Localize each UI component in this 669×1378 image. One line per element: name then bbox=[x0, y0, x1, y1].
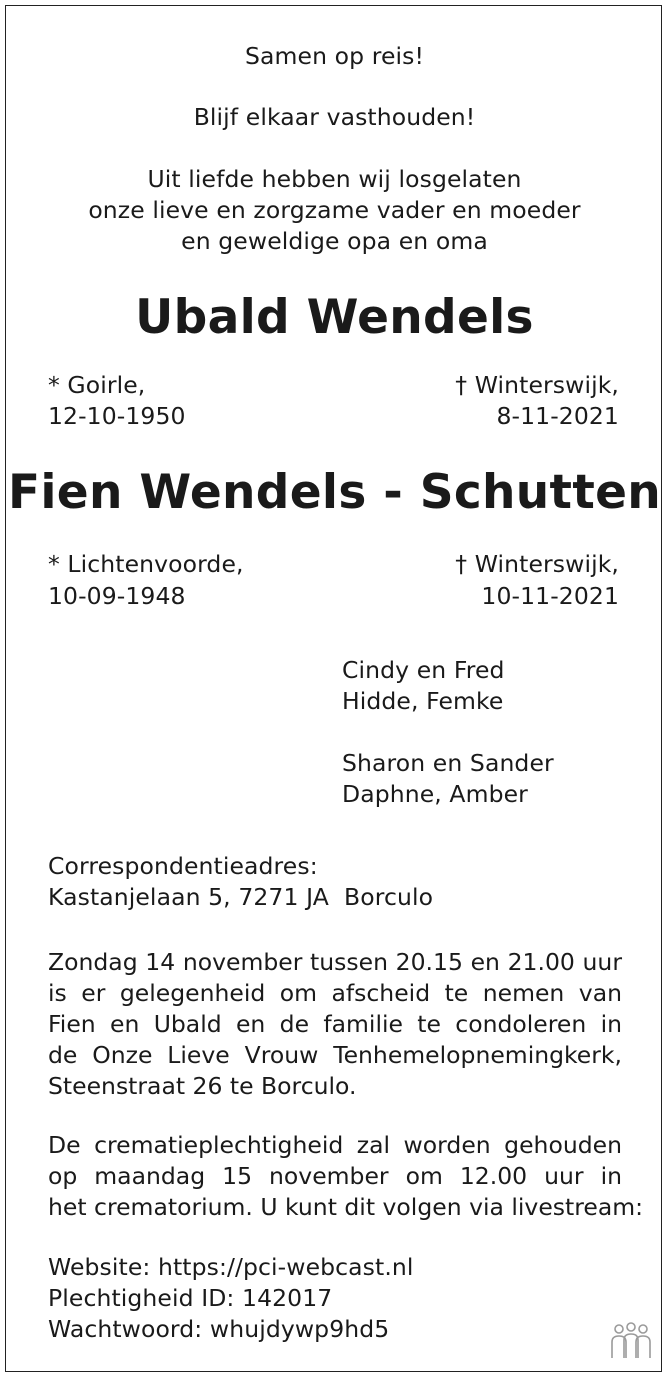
opening-line-4: onze lieve en zorgzame vader en moeder bbox=[88, 196, 581, 224]
condolence-line-1: Zondag 14 november tussen 20.15 en 21.00 uur bbox=[48, 948, 622, 976]
condolence-line-3: Fien en Ubald en de familie te condoleren in bbox=[48, 1010, 622, 1038]
family-group2-line1: Sharon en Sander bbox=[342, 749, 554, 777]
opening-line-2: Blijf elkaar vasthouden! bbox=[193, 103, 476, 131]
person1-death-place: † Winterswijk, bbox=[455, 371, 619, 399]
correspondence-label: Correspondentieadres: bbox=[48, 852, 318, 880]
correspondence-address: Kastanjelaan 5, 7271 JA Borculo bbox=[48, 883, 434, 911]
person1-death-date: 8-11-2021 bbox=[496, 402, 619, 430]
opening-line-1: Samen op reis! bbox=[245, 42, 424, 70]
person1-birth-place: * Goirle, bbox=[48, 371, 146, 399]
livestream-password: Wachtwoord: whujdywp9hd5 bbox=[48, 1315, 390, 1343]
family-group1-line1: Cindy en Fred bbox=[342, 656, 505, 684]
people-group-icon bbox=[608, 1322, 654, 1362]
livestream-website: Website: https://pci-webcast.nl bbox=[48, 1253, 414, 1281]
livestream-ceremony-id: Plechtigheid ID: 142017 bbox=[48, 1284, 333, 1312]
family-group2-line2: Daphne, Amber bbox=[342, 780, 528, 808]
cremation-line-3: het crematorium. U kunt dit volgen via livestream: bbox=[48, 1193, 644, 1221]
opening-line-3: Uit liefde hebben wij losgelaten bbox=[147, 165, 522, 193]
family-group1-line2: Hidde, Femke bbox=[342, 687, 504, 715]
condolence-line-4: de Onze Lieve Vrouw Tenhemelopnemingkerk, bbox=[48, 1041, 622, 1069]
person2-birth-date: 10-09-1948 bbox=[48, 582, 186, 610]
opening-line-5: en geweldige opa en oma bbox=[181, 227, 488, 255]
person1-birth-date: 12-10-1950 bbox=[48, 402, 186, 430]
person2-death-date: 10-11-2021 bbox=[481, 582, 619, 610]
cremation-line-1: De crematieplechtigheid zal worden gehouden bbox=[48, 1131, 622, 1159]
cremation-line-2: op maandag 15 november om 12.00 uur in bbox=[48, 1162, 622, 1190]
person2-death-place: † Winterswijk, bbox=[455, 550, 619, 578]
person1-name: Ubald Wendels bbox=[135, 290, 534, 345]
condolence-line-5: Steenstraat 26 te Borculo. bbox=[48, 1072, 357, 1100]
person2-name: Fien Wendels - Schutten bbox=[7, 465, 662, 520]
person2-birth-place: * Lichtenvoorde, bbox=[48, 550, 244, 578]
condolence-line-2: is er gelegenheid om afscheid te nemen van bbox=[48, 979, 622, 1007]
